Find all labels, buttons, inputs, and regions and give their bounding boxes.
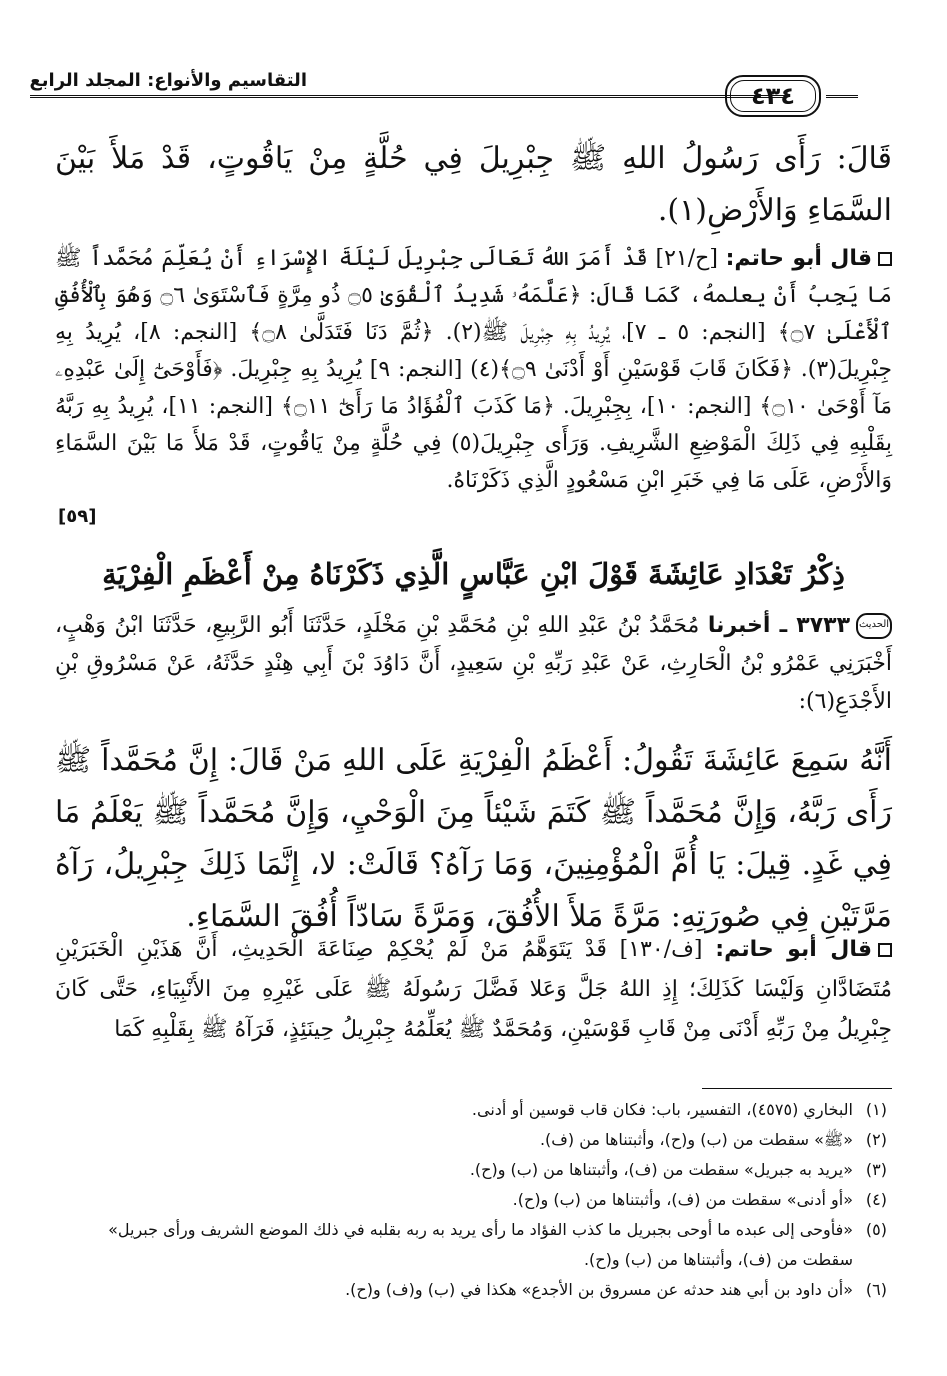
footnote-text: «ﷺ» سقطت من (ب) و(ح)، وأثبتناها من (ف). xyxy=(539,1130,853,1149)
footnote-text: «فأوحى إلى عبده ما أوحى بجبريل ما كذب الفؤاد ما رأى يريد به ربه بقلبه في ذلك الموضع الشريف ورأى جبريل» سقطت من (ف)، وأثبتناها من (ب) و(ح). xyxy=(108,1220,853,1269)
footnote-number: (٢) xyxy=(865,1130,887,1149)
footnote xyxy=(55,1185,887,1215)
commentary-paragraph-1 xyxy=(55,240,892,499)
hadith-number: ٣٧٣٣ ـ أخبرنا xyxy=(707,613,851,638)
footnote-separator xyxy=(702,1088,892,1089)
page-number: ٤٣٤ xyxy=(725,75,821,117)
footnote-number: (١) xyxy=(865,1100,887,1119)
page-number-rule xyxy=(826,95,858,98)
footnote xyxy=(55,1215,887,1275)
commentary-text: [ف/١٣٠] قَدْ يَتَوَهَّمُ مَنْ لَمْ يُحْكِمْ صِنَاعَةَ الْحَدِيثِ، أَنَّ هَذَيْنِ الْخَبَرَيْنِ مُتَضَادَّانِ وَلَيْسَا كَذَلِكَ؛ إِذِ اللهُ جَلَّ وَعَلا فَضَّلَ رَسُولَهُ ﷺ عَلَى غَيْرِهِ مِنَ الأَنْبِيَاءِ، حَتَّى كَانَ جِبْرِيلُ مِنْ رَبِّهِ أَدْنَى مِنْ قَابِ قَوْسَيْنِ، وَمُحَمَّدٌ ﷺ يُعَلِّمُهُ جِبْرِيلُ حِينَئِذٍ، فَرَآهُ ﷺ بِقَلْبِهِ كَمَا xyxy=(55,937,892,1042)
hadith-marker-icon: الحديث xyxy=(856,613,892,639)
isnad-text: مُحَمَّدُ بْنُ عَبْدِ اللهِ بْنِ مُحَمَّدِ بْنِ مَخْلَدٍ، حَدَّثَنَا أَبُو الرَّبِيعِ، حَدَّثَنَا ابْنُ وَهْبٍ، أَخْبَرَنِي عَمْرُو بْنُ الْحَارِثِ، عَنْ عَبْدِ رَبِّهِ بْنِ سَعِيدٍ، أَنَّ دَاوُدَ بْنَ أَبِي هِنْدٍ حَدَّثَهُ، عَنْ مَسْرُوقِ بْنِ الأَجْدَعِ(٦): xyxy=(55,613,892,714)
square-marker-icon xyxy=(878,943,892,957)
footnote-number: (٦) xyxy=(865,1280,887,1299)
footnote-text: البخاري (٤٥٧٥)، التفسير، باب: فكان قاب قوسين أو أدنى. xyxy=(471,1100,853,1119)
section-heading: ذِكْرُ تَعْدَادِ عَائِشَةَ قَوْلَ ابْنِ عَبَّاسٍ الَّذِي ذَكَرْنَاهُ مِنْ أَعْظَمِ الْفِرْيَةِ xyxy=(102,557,845,591)
running-title: التقاسيم والأنواع: المجلد الرابع xyxy=(29,70,307,91)
footnote-number: (٤) xyxy=(865,1190,887,1209)
narration-paragraph: قَالَ: رَأَى رَسُولُ اللهِ ﷺ جِبْرِيلَ فِي حُلَّةٍ مِنْ يَاقُوتٍ، قَدْ مَلأَ بَيْنَ السَّمَاءِ وَالأَرْضِ(١). xyxy=(55,141,892,228)
commentary-label: قال أبو حاتم: xyxy=(715,937,872,962)
commentary-label: قال أبو حاتم: xyxy=(725,246,872,271)
square-marker-icon xyxy=(878,252,892,266)
isnad-paragraph xyxy=(55,607,892,721)
footnote xyxy=(55,1155,887,1185)
commentary-text: [ح/٢١] قَدْ أَمَرَ اللهُ تَعَالَى جِبْرِيلَ لَيْلَةَ الإِسْرَاءِ أَنْ يُعَلِّمَ مُحَمَّداً ﷺ مَا يَجِبُ أَنْ يعلمهُ، كَمَا قَالَ: ﴿عَلَّمَهُۥ شَدِيدُ ٱلْقُوَىٰ ۝٥ ذُو مِرَّةٍ فَٱسْتَوَىٰ ۝٦ وَهُوَ بِٱلْأُفُقِ ٱلْأَعْلَىٰ ۝٧﴾ [النجم: ٥ ـ ٧]، يُرِيدُ بِهِ جِبْرِيلَ ﷺ(٢). ﴿ثُمَّ دَنَا فَتَدَلَّىٰ ۝٨﴾ [النجم: ٨]، يُرِيدُ بِهِ جِبْرِيلَ(٣). ﴿فَكَانَ قَابَ قَوْسَيْنِ أَوْ أَدْنَىٰ ۝٩﴾(٤) [النجم: ٩] يُرِيدُ بِهِ جِبْرِيلَ. ﴿فَأَوْحَىٰٓ إِلَىٰ عَبْدِهِۦ مَآ أَوْحَىٰ ۝١٠﴾ [النجم: ١٠]، بِجِبْرِيلَ. ﴿مَا كَذَبَ ٱلْفُؤَادُ مَا رَأَىٰٓ ۝١١﴾ [النجم: ١١]، يُرِيدُ بِهِ رَبَّهُ بِقَلْبِهِ فِي ذَلِكَ الْمَوْضِعِ الشَّرِيفِ. وَرَأَى جِبْرِيلَ(٥) فِي حُلَّةٍ مِنْ يَاقُوتٍ، قَدْ مَلأَ مَا بَيْنَ السَّمَاءِ وَالأَرْضِ، عَلَى مَا فِي خَبَرِ ابْنِ مَسْعُودٍ الَّذِي ذَكَرْنَاهُ. xyxy=(55,246,892,493)
footnote-text: «أو أدنى» سقطت من (ف)، وأثبتناها من (ب) و(ح). xyxy=(512,1190,853,1209)
footnote xyxy=(55,1095,887,1125)
commentary-paragraph-2 xyxy=(55,930,892,1050)
footnote-number: (٥) xyxy=(865,1220,887,1239)
footnote xyxy=(55,1125,887,1155)
header-rule xyxy=(30,95,787,98)
footnote xyxy=(55,1275,887,1305)
hadith-reference-number: [٥٩] xyxy=(58,506,97,527)
footnote-text: «يريد به جبريل» سقطت من (ف)، وأثبتناها من (ب) و(ح). xyxy=(469,1160,853,1179)
footnotes xyxy=(55,1095,887,1305)
footnote-text: «أن داود بن أبي هند حدثه عن مسروق بن الأجدع» هكذا في (ب) و(ف) و(ح). xyxy=(345,1280,853,1299)
matn-paragraph: أَنَّهُ سَمِعَ عَائِشَةَ تَقُولُ: أَعْظَمُ الْفِرْيَةِ عَلَى اللهِ مَنْ قَالَ: إِنَّ مُحَمَّداً ﷺ رَأَى رَبَّهُ، وَإِنَّ مُحَمَّداً ﷺ كَتَمَ شَيْئاً مِنَ الْوَحْيِ، وَإِنَّ مُحَمَّداً ﷺ يَعْلَمُ مَا فِي غَدٍ. قِيلَ: يَا أُمَّ الْمُؤْمِنِينَ، وَمَا رَآهُ؟ قَالَتْ: لا، إِنَّمَا ذَلِكَ جِبْرِيلُ، رَآهُ مَرَّتَيْنِ فِي صُورَتِهِ: مَرَّةً مَلأَ الأُفُقَ، وَمَرَّةً سَادّاً أُفُقَ السَّمَاءِ. xyxy=(55,743,892,934)
footnote-number: (٣) xyxy=(865,1160,887,1179)
